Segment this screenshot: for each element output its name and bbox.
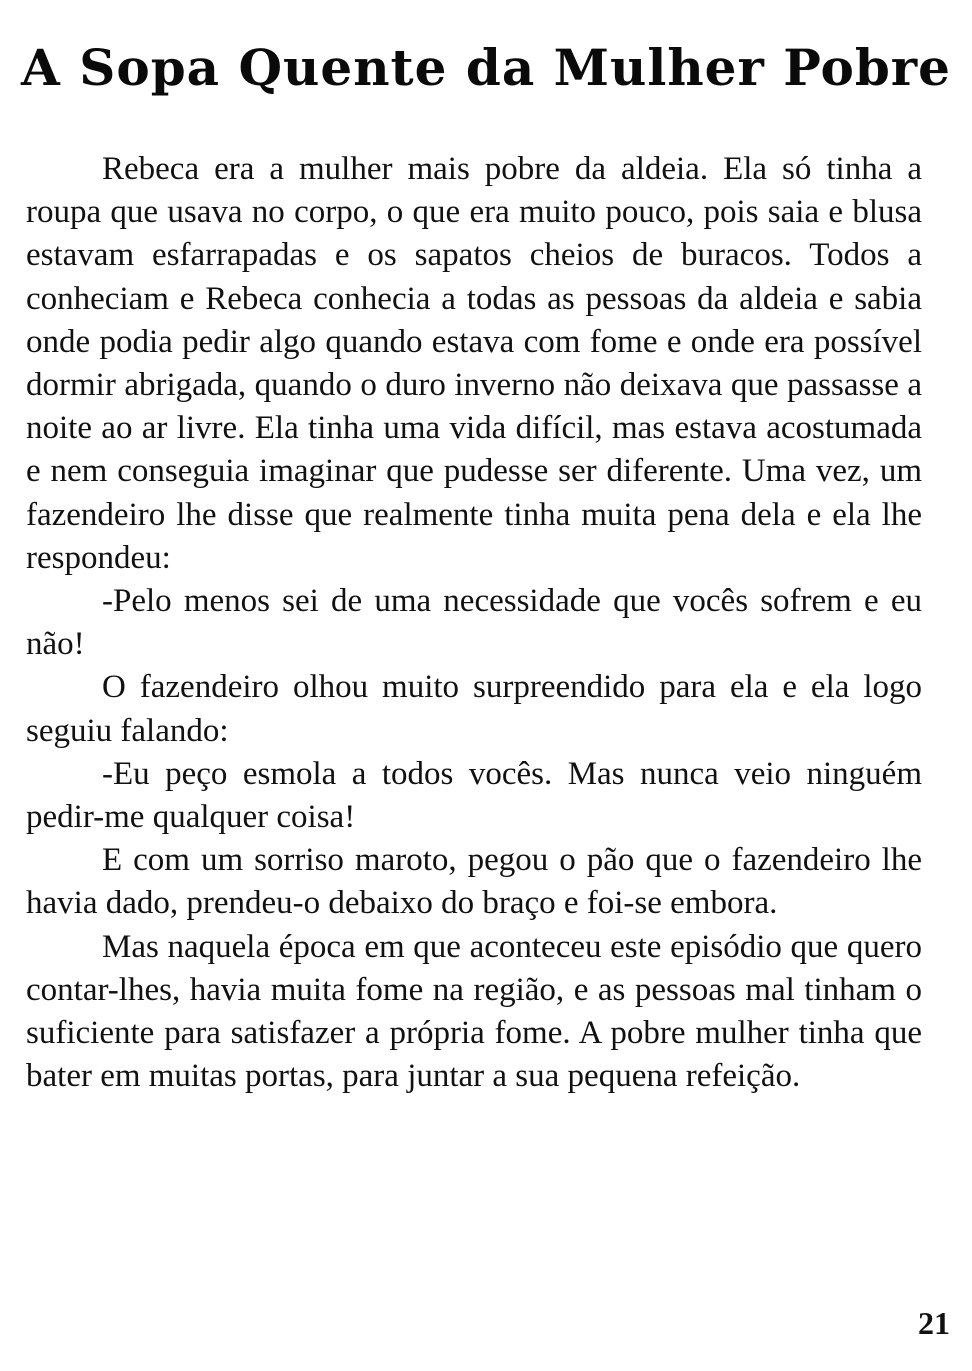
story-text <box>26 148 922 1098</box>
paragraph-1: Rebeca era a mulher mais pobre da aldeia. Ela só tinha a roupa que usava no corpo, o que era muito pouco, pois saia e blusa estavam esfarrapadas e os sapatos cheios de buracos. Todos a conheciam e Rebeca conhecia a todas as pessoas da aldeia e sabia onde podia pedir algo quando estava com fome e onde era possível dormir abrigada, quando o duro inverno não deixava que passasse a noite ao ar livre. Ela tinha uma vida difícil, mas estava acostumada e nem conseguia imaginar que pudesse ser diferente. Uma vez, um fazendeiro lhe disse que realmente tinha muita pena dela e ela lhe respondeu: <box>26 151 922 576</box>
paragraph-6: Mas naquela época em que aconteceu este episódio que quero contar-lhes, havia muita fome na região, e as pessoas mal tinham o suficiente para satisfazer a própria fome. A pobre mulher tinha que bater em muitas portas, para juntar a sua pequena refeição. <box>26 928 922 1095</box>
paragraph-2: -Pelo menos sei de uma necessidade que vocês sofrem e eu não! <box>26 583 922 663</box>
page-title: A Sopa Quente da Mulher Pobre <box>21 38 951 97</box>
page-number: 21 <box>918 1305 950 1341</box>
paragraph-3: O fazendeiro olhou muito surpreendido para ela e ela logo seguiu falando: <box>26 669 922 749</box>
paragraph-4: -Eu peço esmola a todos vocês. Mas nunca veio ninguém pedir-me qualquer coisa! <box>26 755 922 836</box>
paragraph-5: E com um sorriso maroto, pegou o pão que o fazendeiro lhe havia dado, prendeu-o debaixo do braço e foi-se embora. <box>26 842 922 922</box>
